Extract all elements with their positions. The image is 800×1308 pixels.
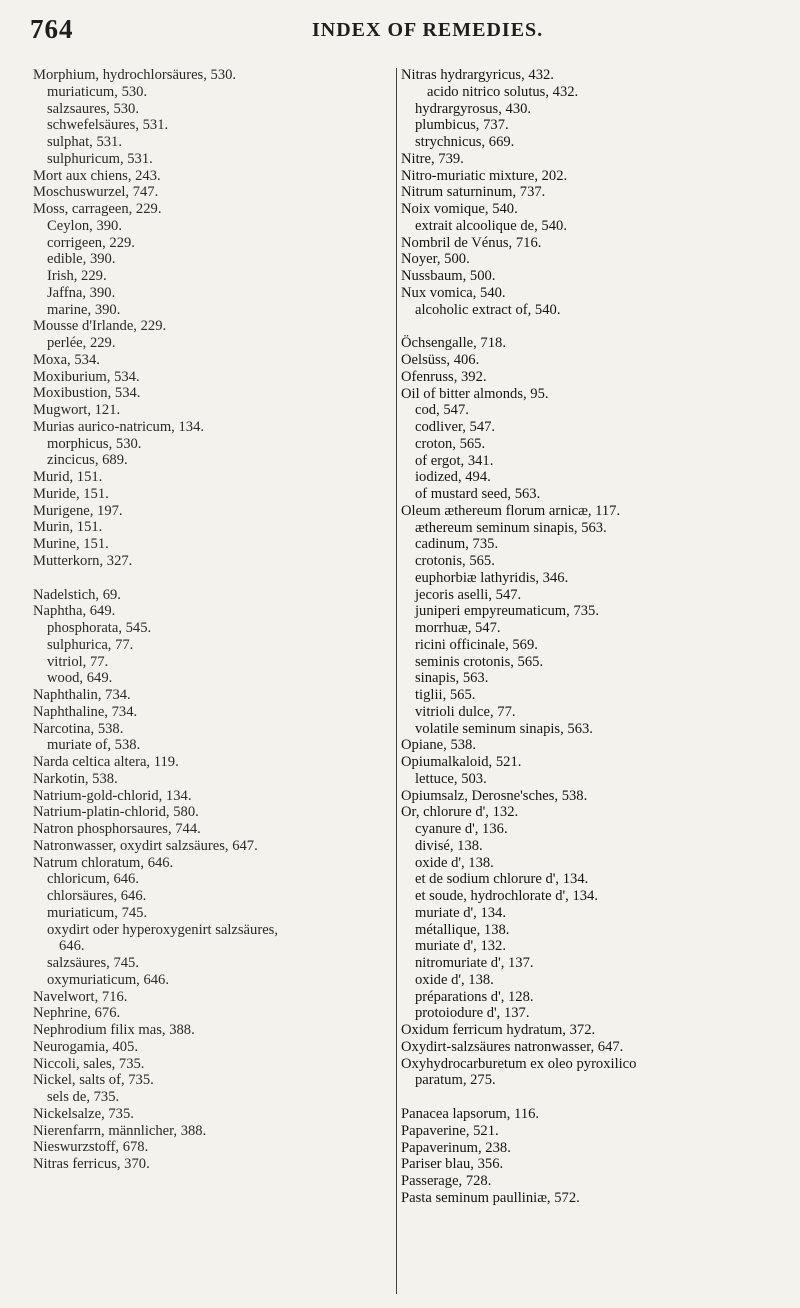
index-entry: Mort aux chiens, 243. [33,167,161,184]
index-entry: oxymuriaticum, 646. [47,971,170,988]
index-entry: iodized, 494. [415,469,491,486]
index-entry: Pariser blau, 356. [401,1156,504,1173]
index-entry: tiglii, 565. [415,687,476,703]
index-entry: Moxa, 534. [33,351,100,368]
column-divider [396,68,397,1294]
index-entry: Nitro-muriatic mixture, 202. [401,167,568,184]
index-entry: edible, 390. [47,251,116,268]
index-entry: Panacea lapsorum, 116. [401,1106,540,1122]
index-entry: Mousse d'Irlande, 229. [33,318,167,335]
index-entry: plumbicus, 737. [415,117,509,134]
index-entry: Natrium-platin-chlorid, 580. [33,804,199,821]
index-entry: muriaticum, 745. [47,904,148,921]
index-entry: muriate of, 538. [47,737,141,754]
index-entry: phosphorata, 545. [47,620,152,636]
index-entry: Murin, 151. [33,519,103,536]
index-entry: croton, 565. [415,435,486,452]
index-entry: Oil of bitter almonds, 95. [401,385,549,402]
index-entry: vitrioli dulce, 77. [415,703,516,720]
index-entry: 646. [59,938,85,955]
index-entry: Oleum æthereum florum arnicæ, 117. [401,502,621,519]
index-entry: Öchsengalle, 718. [401,335,506,352]
index-entry: Nieswurzstoff, 678. [33,1139,149,1156]
index-entry: paratum, 275. [415,1072,496,1089]
index-entry: euphorbiæ lathyridis, 346. [415,569,569,586]
index-entry: Muride, 151. [33,485,109,502]
index-entry: Nitre, 739. [401,150,464,167]
index-entry: alcoholic extract of, 540. [415,301,561,318]
index-entry: et de sodium chlorure d', 134. [415,871,589,888]
index-entry: Opiane, 538. [401,737,476,754]
index-entry: Nephrodium filix mas, 388. [33,1022,195,1038]
index-entry: Narkotin, 538. [33,770,118,787]
index-entry: Pasta seminum paulliniæ, 572. [401,1189,580,1206]
index-entry: cod, 547. [415,402,469,419]
index-entry: Naphthalin, 734. [33,687,131,703]
index-entry: Passerage, 728. [401,1173,492,1189]
index-entry: sinapis, 563. [415,670,489,687]
index-entry: Papaverinum, 238. [401,1139,511,1156]
index-entry: Nitrum saturninum, 737. [401,184,546,201]
index-entry: extrait alcoolique de, 540. [415,217,567,234]
index-entry: préparations d', 128. [415,988,534,1005]
index-entry: Ceylon, 390. [47,217,122,234]
index-entry: Natrum chloratum, 646. [33,854,174,871]
index-entry: sulphuricum, 531. [47,150,153,167]
index-entry: oxide d', 138. [415,854,494,871]
index-entry: salzsaures, 530. [47,100,139,117]
index-entry: Irish, 229. [47,268,107,284]
index-entry: Moxibustion, 534. [33,385,141,402]
index-entry: sels de, 735. [47,1089,120,1105]
page-number: 764 [30,14,74,44]
index-entry: Noix vomique, 540. [401,201,518,217]
index-entry: Natronwasser, oxydirt salzsäures, 647. [33,837,258,854]
index-entry: sulphat, 531. [47,134,122,150]
index-entry: Mugwort, 121. [33,402,121,418]
index-entry: Nitras ferricus, 370. [33,1156,150,1172]
index-entry: seminis crotonis, 565. [415,653,544,670]
index-entry: vitriol, 77. [47,653,109,670]
index-entry: wood, 649. [47,670,113,687]
index-entry: Mutterkorn, 327. [33,552,133,569]
index-entry: Nierenfarrn, männlicher, 388. [33,1122,207,1139]
index-entry: Murine, 151. [33,536,109,552]
index-entry: Nickelsalze, 735. [33,1105,134,1122]
index-entry: Naphtha, 649. [33,603,116,620]
index-entry: chloricum, 646. [47,871,140,888]
index-entry: Narcotina, 538. [33,720,124,737]
index-entry: Moss, carrageen, 229. [33,201,162,217]
index-entry: acido nitrico solutus, 432. [427,83,579,100]
index-entry: Noyer, 500. [401,251,470,268]
index-column-right [401,67,786,1207]
index-entry: muriaticum, 530. [47,83,148,100]
index-entry: Nadelstich, 69. [33,586,121,603]
index-entry: Murigene, 197. [33,502,123,519]
index-entry: sulphurica, 77. [47,636,134,653]
index-entry: cyanure d', 136. [415,821,508,837]
index-entry: Jaffna, 390. [47,284,116,301]
index-entry: morphicus, 530. [47,435,142,452]
index-entry: Naphthaline, 734. [33,703,138,720]
index-entry: Niccoli, sales, 735. [33,1055,145,1072]
index-entry: Opiumalkaloid, 521. [401,754,522,770]
index-entry: divisé, 138. [415,837,483,854]
index-entry: Papaverine, 521. [401,1122,499,1139]
index-entry: ricini officinale, 569. [415,636,538,653]
index-entry: æthereum seminum sinapis, 563. [415,519,607,536]
index-entry: Opiumsalz, Derosne'sches, 538. [401,787,588,804]
index-entry: Oxidum ferricum hydratum, 372. [401,1022,596,1038]
index-entry: corrigeen, 229. [47,234,135,251]
index-entry: hydrargyrosus, 430. [415,100,532,117]
index-entry: Nickel, salts of, 735. [33,1072,154,1089]
index-entry: codliver, 547. [415,419,496,435]
index-entry: Ofenruss, 392. [401,368,487,385]
index-entry: Murid, 151. [33,469,103,485]
index-entry: jecoris aselli, 547. [415,586,522,603]
index-entry: Nephrine, 676. [33,1005,121,1022]
index-entry: of mustard seed, 563. [415,486,541,502]
index-entry: oxydirt oder hyperoxygenirt salzsäures, [47,921,278,938]
index-entry: Murias aurico-natricum, 134. [33,418,205,435]
index-entry: marine, 390. [47,301,121,318]
index-entry: crotonis, 565. [415,553,495,569]
index-entry: Natrium-gold-chlorid, 134. [33,787,192,804]
index-entry: lettuce, 503. [415,770,487,787]
index-entry: protoiodure d', 137. [415,1005,530,1022]
index-entry: Nux vomica, 540. [401,284,506,301]
index-entry: Nitras hydrargyricus, 432. [401,67,554,83]
index-entry: Oelsüss, 406. [401,352,480,368]
index-entry: salzsäures, 745. [47,955,139,971]
index-entry: Nombril de Vénus, 716. [401,234,542,251]
index-entry: métallique, 138. [415,921,510,938]
index-entry: Moschuswurzel, 747. [33,184,159,201]
index-entry: Natron phosphorsaures, 744. [33,821,201,837]
index-entry: strychnicus, 669. [415,134,515,150]
index-entry: Or, chlorure d', 132. [401,804,519,821]
running-title: INDEX OF REMEDIES. [312,19,544,41]
index-entry: muriate d', 132. [415,938,506,955]
index-entry: Oxydirt-salzsäures natronwasser, 647. [401,1038,624,1055]
index-entry: zincicus, 689. [47,452,128,469]
index-entry: oxide d', 138. [415,971,494,988]
index-entry: nitromuriate d', 137. [415,955,534,971]
index-entry: Nussbaum, 500. [401,268,496,284]
index-entry: muriate d', 134. [415,904,506,921]
index-entry: morrhuæ, 547. [415,620,501,636]
index-entry: perlée, 229. [47,335,116,351]
index-entry: Morphium, hydrochlorsäures, 530. [33,67,237,83]
index-entry: Oxyhydrocarburetum ex oleo pyroxilico [401,1055,637,1072]
index-entry: et soude, hydrochlorate d', 134. [415,888,598,904]
index-entry: volatile seminum sinapis, 563. [415,720,593,737]
index-entry: Neurogamia, 405. [33,1038,138,1055]
index-entry: chlorsäures, 646. [47,888,147,904]
index-entry: Narda celtica altera, 119. [33,754,179,770]
index-entry: juniperi empyreumaticum, 735. [415,603,599,620]
index-entry: cadinum, 735. [415,536,499,553]
page-header [0,14,800,54]
index-entry: of ergot, 341. [415,452,494,469]
index-entry: schwefelsäures, 531. [47,117,169,134]
index-entry: Navelwort, 716. [33,988,128,1005]
index-column-left [33,67,388,1173]
index-entry: Moxiburium, 534. [33,368,140,385]
